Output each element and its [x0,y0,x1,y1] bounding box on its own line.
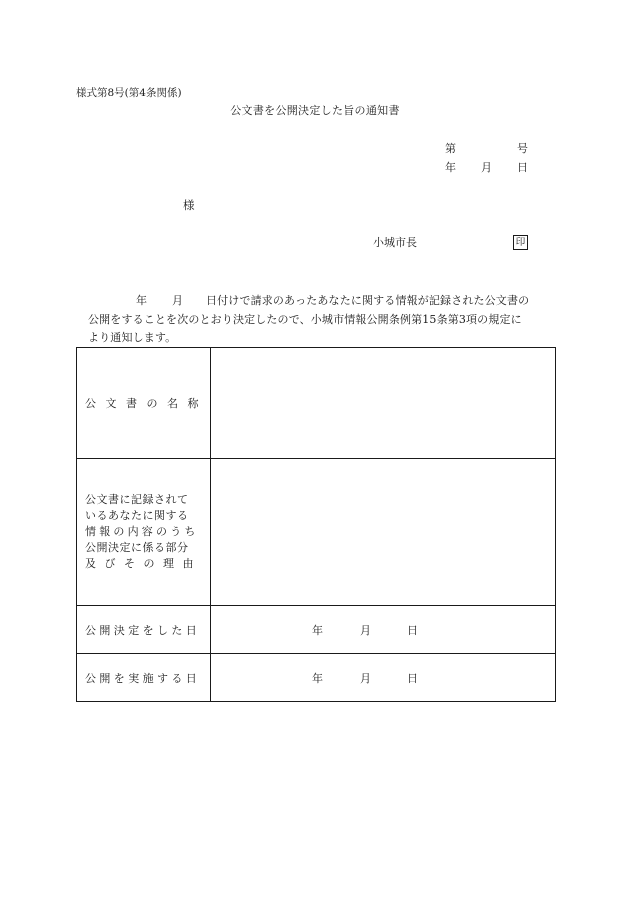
table-row [77,606,556,654]
label-line: 公開決定に係る部分 [85,541,189,554]
issuer-name: 小城市長 [373,236,417,249]
disclosure-date-label: 公開を実施する日 [77,654,211,702]
date-month: 月 [360,671,371,685]
label-line: 公文書に記録されて [85,493,189,506]
body-line-3: より通知します。 [88,331,177,344]
decision-date-label: 公開決定をした日 [77,606,211,654]
table-row [77,654,556,702]
table-row [77,348,556,459]
date-day: 日 [407,671,418,685]
document-name-field[interactable] [211,348,556,459]
body-month: 月 [172,294,184,307]
date-year: 年 [312,623,323,637]
table-row [77,459,556,606]
date-day: 日 [407,623,418,637]
reference-number-prefix: 第 [445,142,456,155]
issue-date-year: 年 [445,161,456,174]
reference-number-suffix: 号 [517,142,528,155]
document-name-label: 公文書の名称 [77,348,211,459]
notice-table [76,347,556,702]
body-text-1: 日付けで請求のあったあなたに関する情報が記録された公文書の [206,294,530,307]
issue-date-day: 日 [517,161,528,174]
body-year: 年 [136,294,148,307]
decision-date-field[interactable] [211,606,556,654]
label-line: いるあなたに関する [85,509,189,522]
date-year: 年 [312,671,323,685]
disclosed-info-label [77,459,211,606]
disclosed-info-field[interactable] [211,459,556,606]
form-number: 様式第8号(第4条関係) [76,87,182,99]
label-line: 及びその理由 [85,557,202,570]
date-month: 月 [360,623,371,637]
recipient-honorific: 様 [183,198,195,212]
body-line-2: 公開をすることを次のとおり決定したので、小城市情報公開条例第15条第3項の規定に [88,313,522,326]
document-title: 公文書を公開決定した旨の通知書 [230,104,400,117]
disclosure-date-field[interactable] [211,654,556,702]
label-line: 情報の内容のうち [85,525,199,538]
issue-date-month: 月 [481,161,492,174]
seal-mark: 印 [513,235,528,250]
